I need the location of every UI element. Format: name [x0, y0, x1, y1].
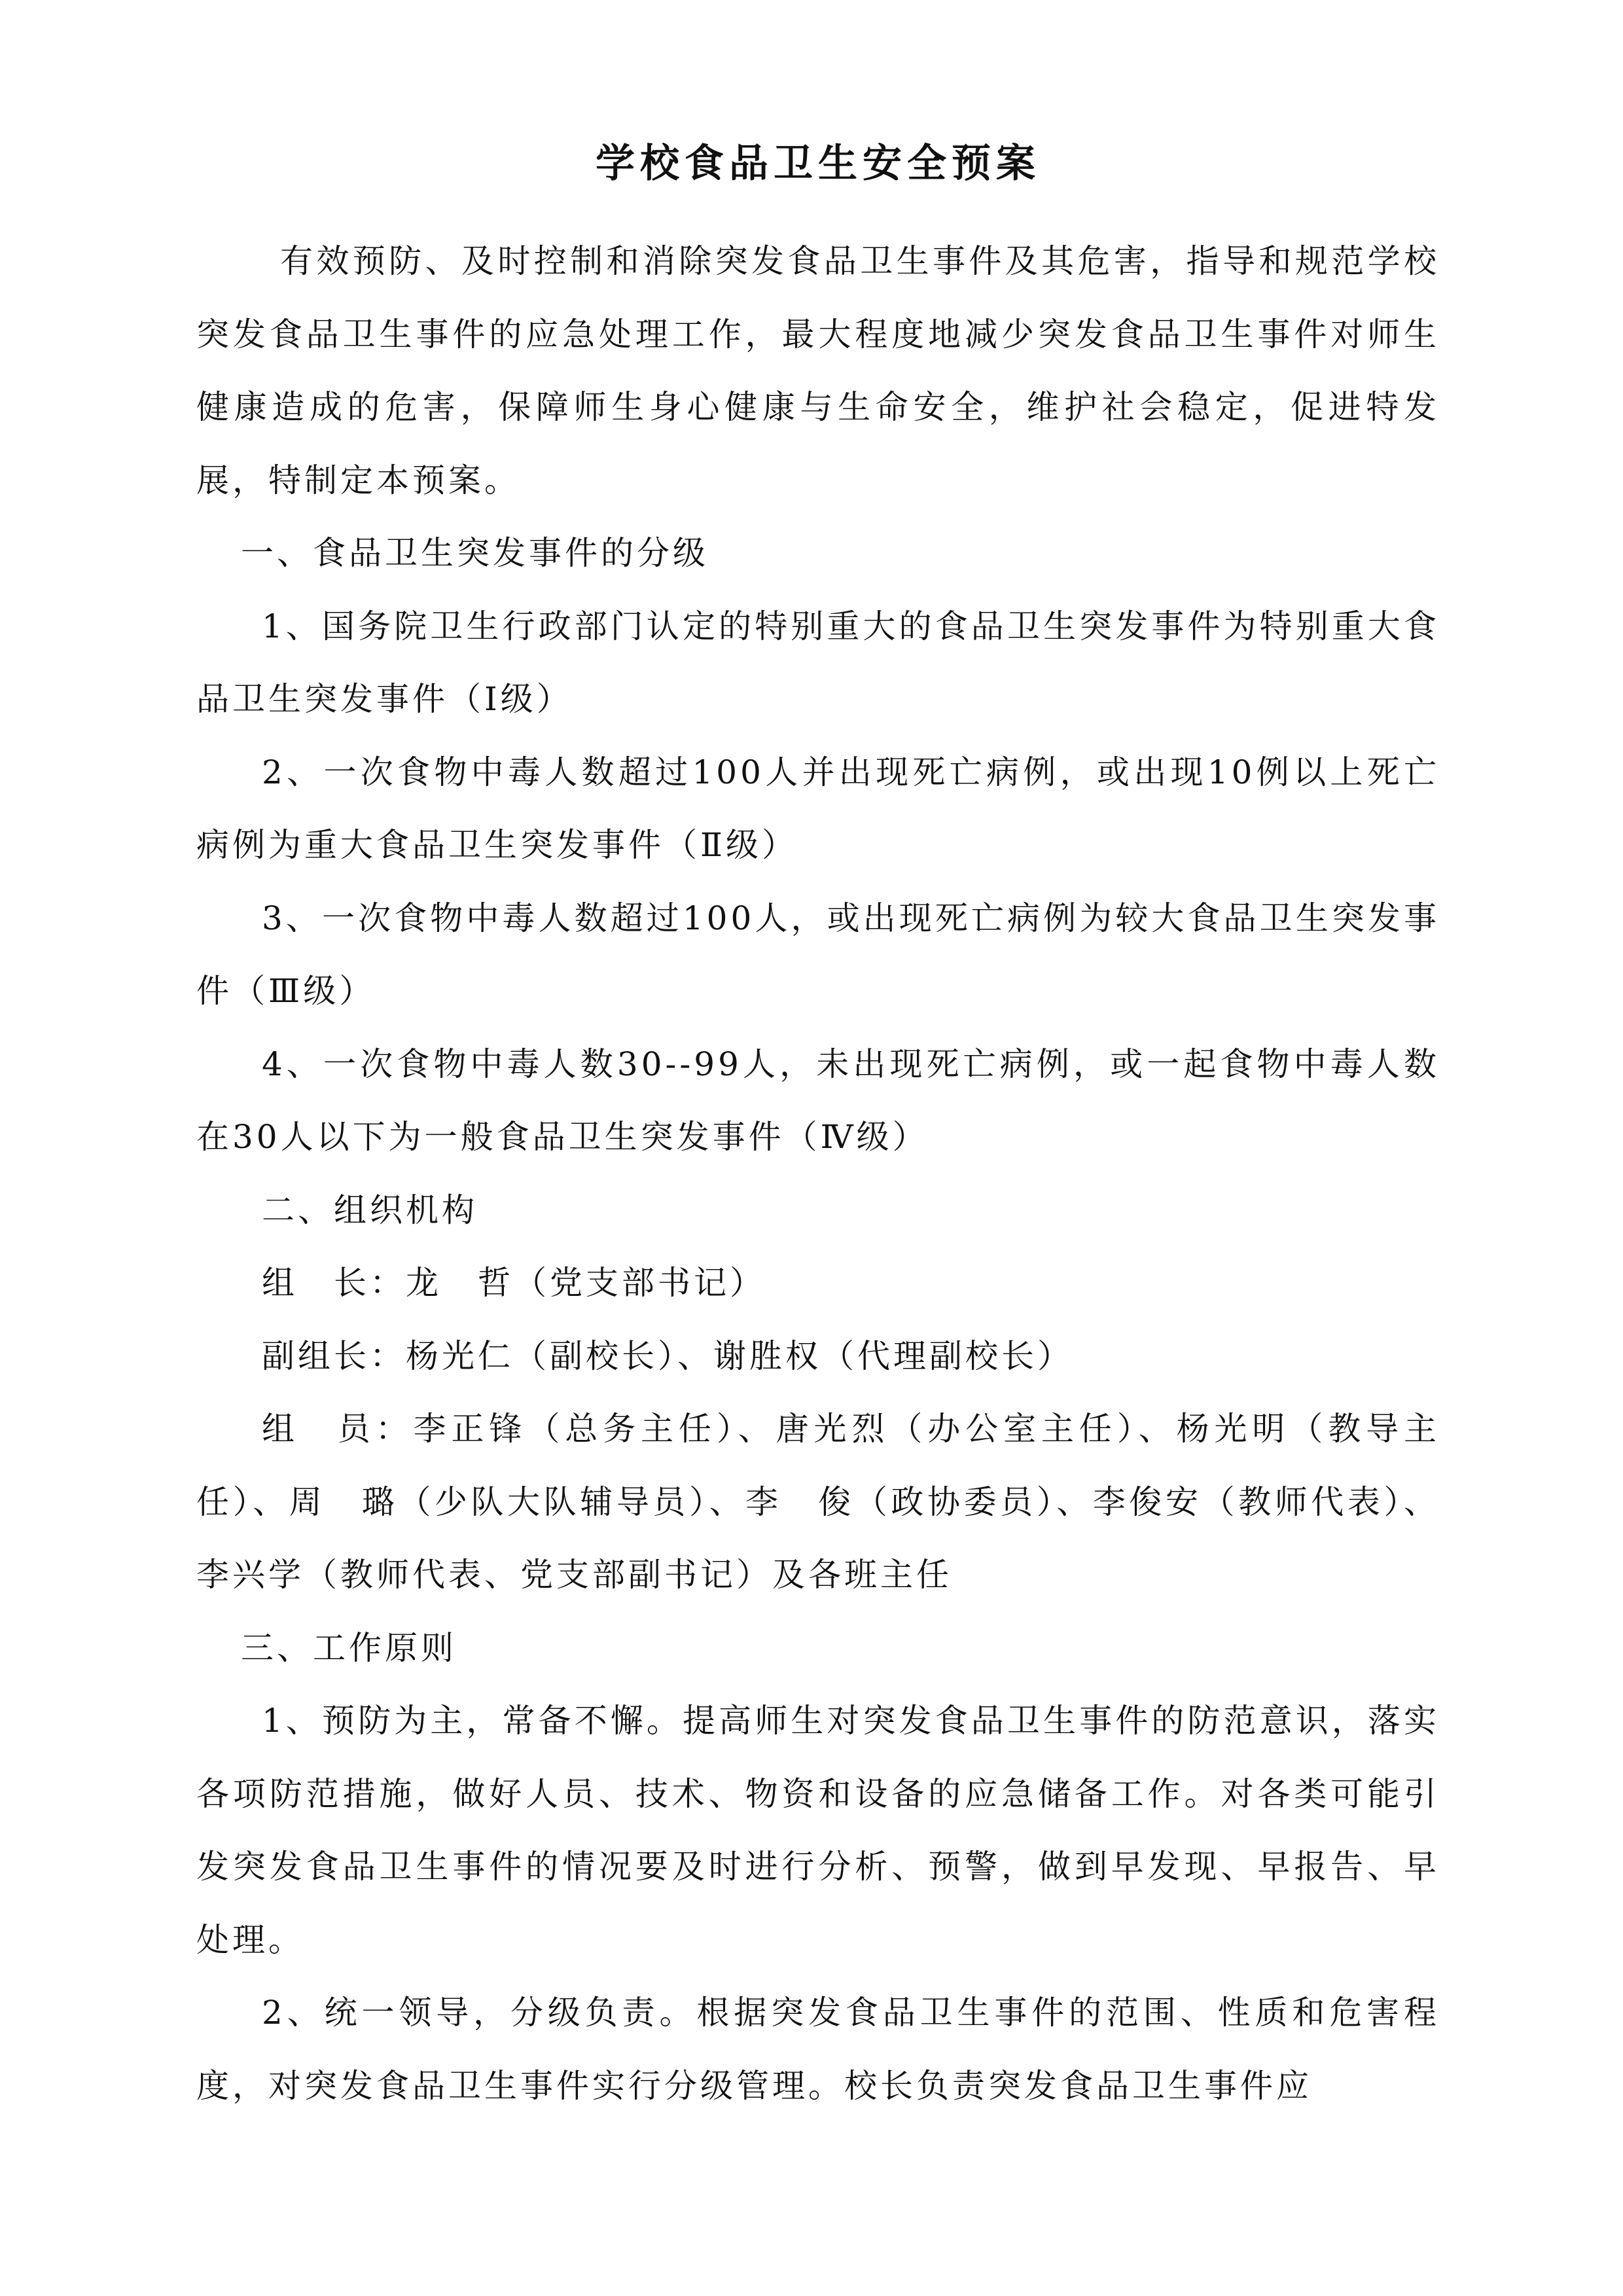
- principle-1-paragraph: 1、预防为主，常备不懈。提高师生对突发食品卫生事件的防范意识，落实各项防范措施，做好人员、技术、物资和设备的应急储备工作。对各类可能引发突发食品卫生事件的情况要及时进行分析、预警，做到早发现、早报告、早处理。: [196, 1702, 1440, 1959]
- document-title: 学校食品卫生安全预案: [596, 141, 1041, 187]
- intro-paragraph: 有效预防、及时控制和消除突发食品卫生事件及其危害，指导和规范学校突发食品卫生事件的应急处理工作，最大程度地减少突发食品卫生事件对师生健康造成的危害，保障师生身心健康与生命安全，维护社会稳定，促进特发展，特制定本预案。: [196, 242, 1440, 499]
- section-heading-classification: 一、食品卫生突发事件的分级: [241, 534, 709, 572]
- level-2-paragraph: 2、一次食物中毒人数超过100人并出现死亡病例，或出现10例以上死亡病例为重大食品卫生突发事件（Ⅱ级）: [196, 753, 1440, 864]
- section-heading-principles: 三、工作原则: [241, 1628, 457, 1667]
- group-members-paragraph: 组 员：李正锋（总务主任）、唐光烈（办公室主任）、杨光明（教导主任）、周 璐（少队大队辅导员）、李 俊（政协委员）、李俊安（教师代表）、李兴学（教师代表、党支部副书记）及各班主任: [196, 1410, 1440, 1594]
- principle-2-paragraph: 2、统一领导，分级负责。根据突发食品卫生事件的范围、性质和危害程度，对突发食品卫生事件实行分级管理。校长负责突发食品卫生事件应: [196, 1994, 1440, 2105]
- group-leader-line: 组 长：龙 哲（党支部书记）: [262, 1264, 766, 1302]
- level-1-paragraph: 1、国务院卫生行政部门认定的特别重大的食品卫生突发事件为特别重大食品卫生突发事件（Ⅰ级）: [196, 607, 1440, 718]
- level-3-paragraph: 3、一次食物中毒人数超过100人，或出现死亡病例为较大食品卫生突发事件（Ⅲ级）: [196, 899, 1440, 1010]
- level-4-paragraph: 4、一次食物中毒人数30--99人，未出现死亡病例，或一起食物中毒人数在30人以下为一般食品卫生突发事件（Ⅳ级）: [196, 1045, 1440, 1156]
- section-heading-organization: 二、组织机构: [262, 1191, 478, 1229]
- deputy-leader-line: 副组长：杨光仁（副校长）、谢胜权（代理副校长）: [262, 1336, 1073, 1375]
- document-page: [196, 131, 1440, 2123]
